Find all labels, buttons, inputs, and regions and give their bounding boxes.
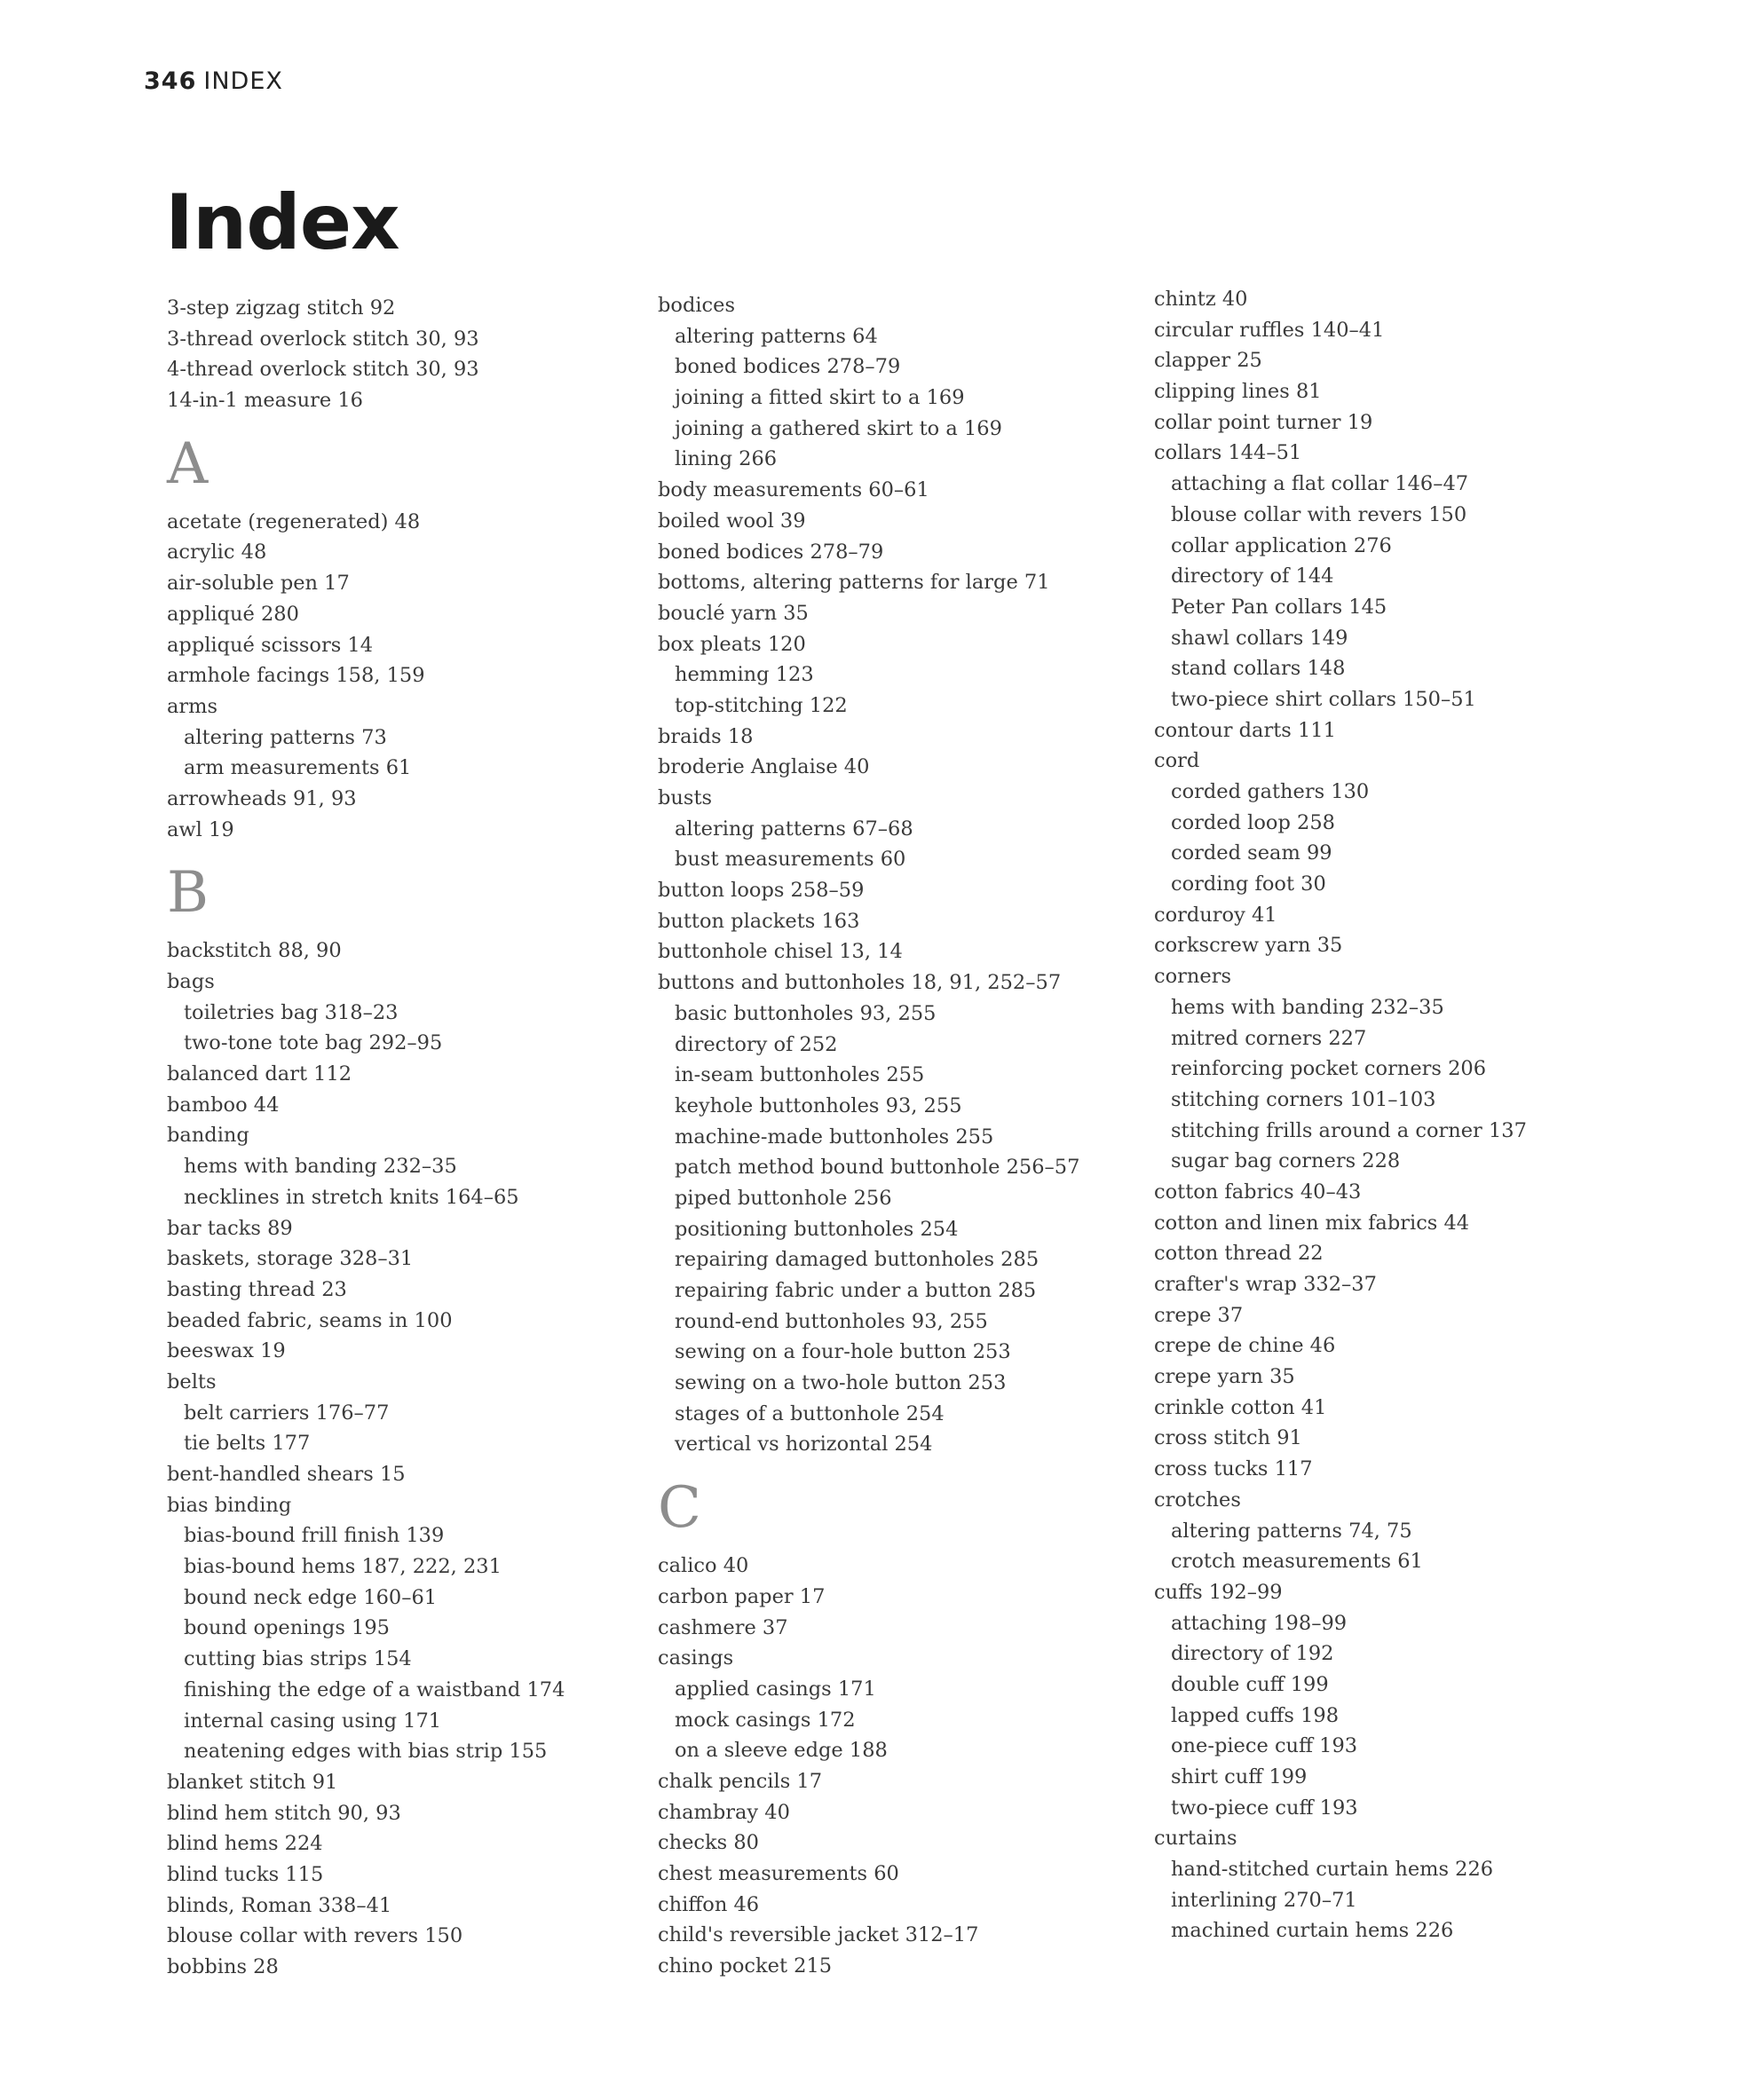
index-subentry: internal casing using 171 (184, 1709, 442, 1733)
index-subentry: directory of 144 (1171, 564, 1334, 588)
index-entry: blind tucks 115 (167, 1862, 324, 1886)
index-entry: banding (167, 1124, 249, 1148)
index-subentry: shawl collars 149 (1171, 626, 1348, 650)
index-subentry: stages of a buttonhole 254 (675, 1401, 945, 1425)
index-entry: 3-step zigzag stitch 92 (167, 296, 396, 320)
index-entry: appliqué scissors 14 (167, 633, 374, 657)
index-entry: cotton thread 22 (1154, 1242, 1324, 1266)
index-subentry: machine-made buttonholes 255 (675, 1125, 994, 1149)
index-subentry: basic buttonholes 93, 255 (675, 1001, 937, 1025)
index-entry: collars 144–51 (1154, 441, 1302, 465)
index-column-1 (167, 293, 664, 1983)
index-entry: bodices (658, 294, 736, 317)
index-entry: boned bodices 278–79 (658, 540, 884, 564)
index-entry: clapper 25 (1154, 349, 1262, 373)
index-subentry: bias-bound frill finish 139 (184, 1524, 445, 1548)
index-subentry: bound neck edge 160–61 (184, 1585, 438, 1609)
index-entry: body measurements 60–61 (658, 478, 929, 502)
index-entry: braids 18 (658, 724, 754, 748)
index-subentry: mock casings 172 (675, 1708, 856, 1732)
index-subentry: stand collars 148 (1171, 657, 1346, 681)
index-subentry: finishing the edge of a waistband 174 (184, 1678, 565, 1701)
index-entry: basting thread 23 (167, 1277, 347, 1301)
index-entry: crinkle cotton 41 (1154, 1395, 1327, 1419)
index-entry: awl 19 (167, 817, 234, 841)
index-subentry: bias-bound hems 187, 222, 231 (184, 1555, 502, 1579)
index-entry: blind hems 224 (167, 1832, 323, 1856)
index-subentry: lining 266 (675, 447, 778, 471)
index-subentry: Peter Pan collars 145 (1171, 595, 1387, 619)
index-entry: corners (1154, 965, 1232, 989)
index-subentry: attaching a flat collar 146–47 (1171, 472, 1469, 496)
index-entry: bent-handled shears 15 (167, 1463, 406, 1486)
index-entry: baskets, storage 328–31 (167, 1247, 414, 1271)
index-entry: bamboo 44 (167, 1093, 280, 1117)
index-entry: button plackets 163 (658, 909, 860, 933)
section-letter: B (167, 860, 209, 927)
index-subentry: positioning buttonholes 254 (675, 1217, 959, 1241)
index-entry: curtains (1154, 1827, 1237, 1851)
index-entry: 4-thread overlock stitch 30, 93 (167, 358, 479, 382)
index-subentry: boned bodices 278–79 (675, 355, 901, 379)
index-entry: 3-thread overlock stitch 30, 93 (167, 327, 479, 351)
index-subentry: arm measurements 61 (184, 756, 412, 780)
section-letter: A (167, 430, 209, 497)
index-column-2 (658, 290, 1155, 1982)
index-subentry: corded gathers 130 (1171, 780, 1370, 803)
index-subentry: corded seam 99 (1171, 841, 1332, 865)
index-entry: chintz 40 (1154, 288, 1248, 311)
index-subentry: on a sleeve edge 188 (675, 1739, 888, 1763)
index-subentry: round-end buttonholes 93, 255 (675, 1309, 988, 1333)
index-subentry: hand-stitched curtain hems 226 (1171, 1858, 1494, 1882)
index-entry: cord (1154, 749, 1200, 773)
index-entry: bags (167, 970, 215, 993)
index-subentry: stitching corners 101–103 (1171, 1087, 1436, 1111)
index-subentry: joining a fitted skirt to a 169 (675, 386, 965, 410)
index-subentry: altering patterns 74, 75 (1171, 1519, 1412, 1543)
index-subentry: corded loop 258 (1171, 810, 1335, 834)
index-entry: arms (167, 694, 218, 718)
index-subentry: two-piece shirt collars 150–51 (1171, 687, 1476, 711)
index-entry: cotton and linen mix fabrics 44 (1154, 1211, 1470, 1235)
index-entry: belts (167, 1370, 217, 1393)
index-entry: cuffs 192–99 (1154, 1580, 1283, 1604)
index-subentry: toiletries bag 318–23 (184, 1000, 399, 1024)
index-entry: boiled wool 39 (658, 509, 806, 533)
index-subentry: directory of 252 (675, 1032, 838, 1056)
index-entry: beeswax 19 (167, 1339, 286, 1363)
index-entry: chest measurements 60 (658, 1862, 899, 1885)
index-subentry: cutting bias strips 154 (184, 1647, 412, 1671)
index-entry: crepe de chine 46 (1154, 1334, 1336, 1358)
index-subentry: stitching frills around a corner 137 (1171, 1118, 1527, 1142)
index-subentry: patch method bound buttonhole 256–57 (675, 1156, 1080, 1180)
index-entry: chiffon 46 (658, 1892, 760, 1916)
index-entry: buttonhole chisel 13, 14 (658, 940, 903, 964)
index-subentry: bound openings 195 (184, 1616, 390, 1640)
index-subentry: mitred corners 227 (1171, 1026, 1367, 1050)
index-entry: calico 40 (658, 1554, 749, 1578)
index-subentry: vertical vs horizontal 254 (675, 1433, 933, 1457)
index-entry: bobbins 28 (167, 1955, 279, 1978)
index-subentry: sewing on a two-hole button 253 (675, 1371, 1007, 1395)
index-subentry: top-stitching 122 (675, 693, 848, 717)
index-subentry: two-tone tote bag 292–95 (184, 1031, 443, 1055)
index-entry: corduroy 41 (1154, 903, 1277, 927)
index-subentry: two-piece cuff 193 (1171, 1796, 1358, 1820)
index-entry: acrylic 48 (167, 541, 267, 564)
index-entry: bar tacks 89 (167, 1216, 293, 1240)
index-entry: chambray 40 (658, 1800, 790, 1824)
index-entry: cashmere 37 (658, 1615, 788, 1639)
index-entry: button loops 258–59 (658, 879, 865, 903)
index-entry: acetate (regenerated) 48 (167, 509, 421, 533)
index-entry: appliqué 280 (167, 602, 299, 626)
index-subentry: reinforcing pocket corners 206 (1171, 1057, 1487, 1081)
index-entry: blanket stitch 91 (167, 1770, 338, 1794)
index-subentry: hems with banding 232–35 (184, 1155, 457, 1179)
index-entry: chalk pencils 17 (658, 1769, 823, 1793)
index-subentry: machined curtain hems 226 (1171, 1919, 1454, 1943)
page-title: Index (165, 178, 399, 267)
index-entry: box pleats 120 (658, 632, 806, 656)
page-number: 346 (144, 67, 197, 95)
index-subentry: keyhole buttonholes 93, 255 (675, 1093, 962, 1117)
index-entry: broderie Anglaise 40 (658, 755, 870, 779)
index-subentry: bust measurements 60 (675, 848, 906, 872)
index-entry: contour darts 111 (1154, 718, 1336, 742)
index-subentry: interlining 270–71 (1171, 1888, 1357, 1912)
index-entry: buttons and buttonholes 18, 91, 252–57 (658, 971, 1062, 995)
index-entry: blind hem stitch 90, 93 (167, 1801, 401, 1825)
index-entry: bottoms, altering patterns for large 71 (658, 571, 1050, 595)
index-subentry: in-seam buttonholes 255 (675, 1063, 925, 1087)
index-subentry: altering patterns 64 (675, 324, 878, 348)
index-subentry: sewing on a four-hole button 253 (675, 1340, 1011, 1364)
index-subentry: repairing fabric under a button 285 (675, 1279, 1037, 1302)
index-subentry: crotch measurements 61 (1171, 1550, 1423, 1574)
index-subentry: shirt cuff 199 (1171, 1765, 1308, 1788)
index-entry: backstitch 88, 90 (167, 939, 342, 963)
index-entry: clipping lines 81 (1154, 380, 1322, 404)
index-subentry: repairing damaged buttonholes 285 (675, 1248, 1040, 1272)
index-entry: crepe 37 (1154, 1303, 1244, 1327)
index-entry: cross tucks 117 (1154, 1457, 1313, 1481)
section-letter: C (658, 1475, 701, 1542)
index-entry: carbon paper 17 (658, 1584, 826, 1608)
index-entry: beaded fabric, seams in 100 (167, 1308, 453, 1332)
index-subentry: collar application 276 (1171, 533, 1392, 557)
index-entry: blinds, Roman 338–41 (167, 1893, 392, 1917)
index-column-3 (1154, 284, 1651, 1946)
index-entry: blouse collar with revers 150 (167, 1924, 463, 1948)
index-subentry: lapped cuffs 198 (1171, 1703, 1340, 1727)
index-entry: armhole facings 158, 159 (167, 664, 425, 688)
index-entry: bouclé yarn 35 (658, 601, 809, 625)
index-subentry: blouse collar with revers 150 (1171, 502, 1467, 526)
index-entry: collar point turner 19 (1154, 410, 1373, 434)
index-subentry: joining a gathered skirt to a 169 (675, 416, 1002, 440)
index-subentry: one-piece cuff 193 (1171, 1734, 1358, 1758)
index-subentry: hems with banding 232–35 (1171, 995, 1444, 1019)
index-subentry: applied casings 171 (675, 1677, 876, 1701)
index-subentry: necklines in stretch knits 164–65 (184, 1185, 519, 1209)
index-entry: bias binding (167, 1493, 292, 1517)
index-subentry: belt carriers 176–77 (184, 1401, 390, 1425)
index-subentry: cording foot 30 (1171, 872, 1326, 896)
index-subentry: attaching 198–99 (1171, 1611, 1348, 1635)
index-entry: arrowheads 91, 93 (167, 786, 357, 810)
index-entry: circular ruffles 140–41 (1154, 318, 1385, 342)
index-entry: 14-in-1 measure 16 (167, 389, 363, 413)
index-entry: cross stitch 91 (1154, 1426, 1302, 1450)
index-subentry: neatening edges with bias strip 155 (184, 1740, 548, 1764)
section-label: INDEX (203, 67, 283, 95)
index-entry: crafter's wrap 332–37 (1154, 1273, 1377, 1296)
index-entry: balanced dart 112 (167, 1062, 352, 1086)
index-entry: cotton fabrics 40–43 (1154, 1180, 1362, 1204)
index-entry: crepe yarn 35 (1154, 1365, 1295, 1389)
index-subentry: hemming 123 (675, 663, 814, 687)
index-subentry: altering patterns 73 (184, 725, 387, 749)
index-subentry: sugar bag corners 228 (1171, 1149, 1401, 1173)
index-subentry: double cuff 199 (1171, 1672, 1329, 1696)
index-subentry: tie belts 177 (184, 1432, 311, 1456)
index-entry: casings (658, 1646, 734, 1670)
index-entry: child's reversible jacket 312–17 (658, 1923, 979, 1947)
index-entry: chino pocket 215 (658, 1954, 833, 1978)
index-subentry: piped buttonhole 256 (675, 1186, 892, 1210)
index-subentry: altering patterns 67–68 (675, 817, 913, 841)
index-entry: crotches (1154, 1488, 1241, 1512)
index-entry: air-soluble pen 17 (167, 572, 350, 596)
index-entry: checks 80 (658, 1831, 759, 1855)
index-entry: corkscrew yarn 35 (1154, 934, 1343, 958)
index-subentry: directory of 192 (1171, 1642, 1334, 1666)
running-head (144, 67, 283, 95)
index-entry: busts (658, 786, 713, 809)
